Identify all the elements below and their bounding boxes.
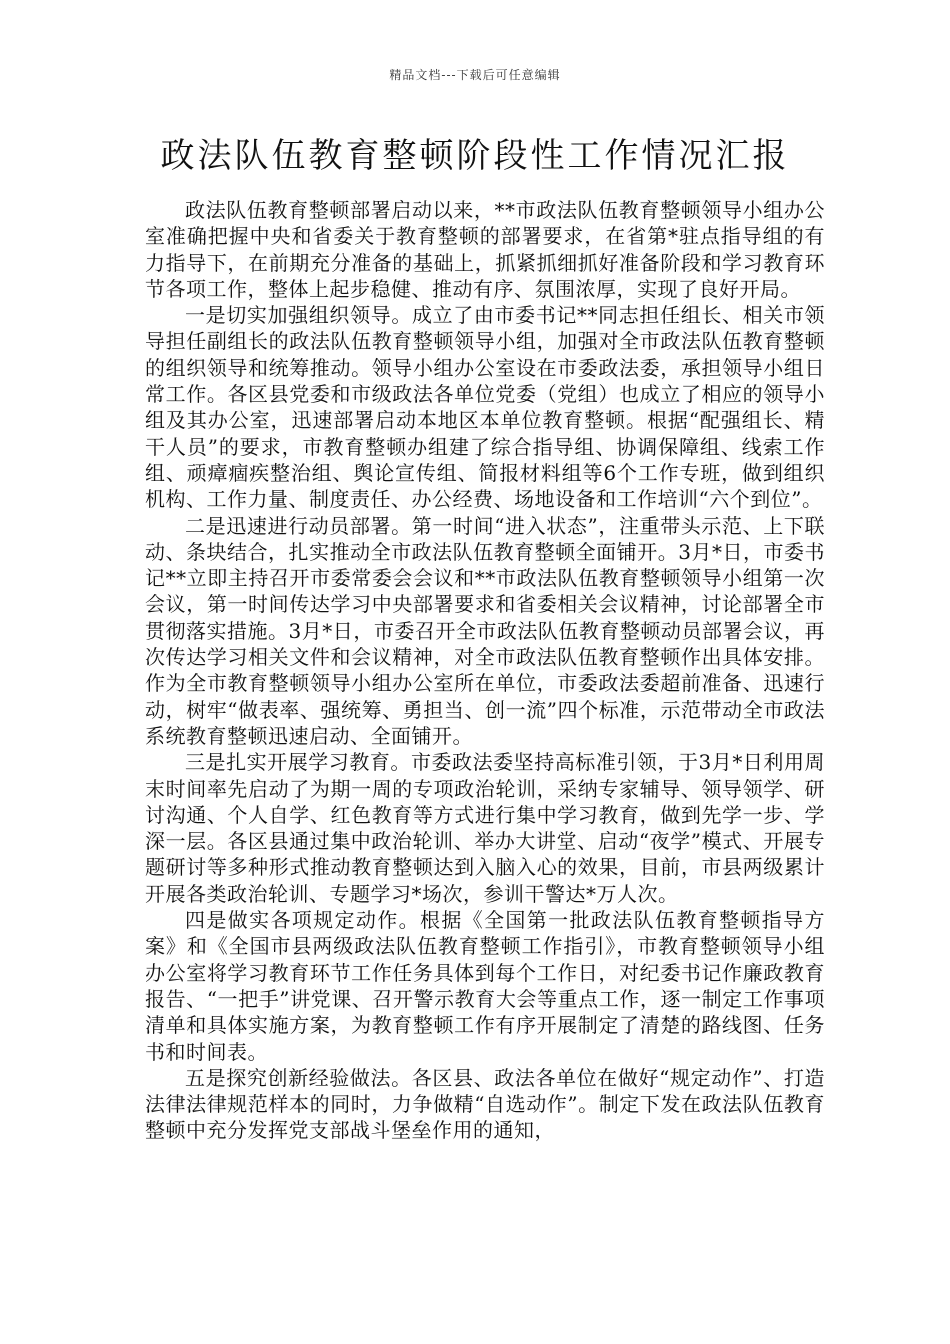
paragraph-intro: 政法队伍教育整顿部署启动以来，**市政法队伍教育整顿领导小组办公室准确把握中央和省委关于教育整顿的部署要求，在省第*驻点指导组的有力指导下，在前期充分准备的基础上，抓紧抓细抓好准备阶段和学习教育环节各项工作，整体上起步稳健、推动有序、氛围浓厚，实现了良好开局。 (145, 198, 825, 301)
paragraph-mobilization: 二是迅速进行动员部署。第一时间“进入状态”，注重带头示范、上下联动、条块结合，扎实推动全市政法队伍教育整顿全面铺开。3月*日，市委书记**立即主持召开市委常委会会议和**市政法队伍教育整顿领导小组第一次会议，第一时间传达学习中央部署要求和省委相关会议精神，讨论部署全市贯彻落实措施。3月*日，市委召开全市政法队伍教育整顿动员部署会议，再次传达学习相关文件和会议精神，对全市政法队伍教育整顿作出具体安排。作为全市教育整顿领导小组办公室所在单位，市委政法委超前准备、迅速行动，树牢“做表率、强统筹、勇担当、创一流”四个标准，示范带动全市政法系统教育整顿迅速启动、全面铺开。 (145, 513, 825, 748)
page-header: 精品文档---下载后可任意编辑 (389, 68, 561, 82)
document-body (145, 197, 825, 1144)
paragraph-required-actions: 四是做实各项规定动作。根据《全国第一批政法队伍教育整顿指导方案》和《全国市县两级政法队伍教育整顿工作指引》，市教育整顿领导小组办公室将学习教育环节工作任务具体到每个工作日，对纪委书记作廉政教育报告、“一把手”讲党课、召开警示教育大会等重点工作，逐一制定工作事项清单和具体实施方案，为教育整顿工作有序开展制定了清楚的路线图、任务书和时间表。 (145, 908, 825, 1064)
document-title: 政法队伍教育整顿阶段性工作情况汇报 (160, 136, 790, 176)
paragraph-innovation: 五是探究创新经验做法。各区县、政法各单位在做好“规定动作”、打造法律法律规范样本的同时，力争做精“自选动作”。制定下发在政法队伍教育整顿中充分发挥党支部战斗堡垒作用的通知， (145, 1065, 825, 1143)
paragraph-organization: 一是切实加强组织领导。成立了由市委书记**同志担任组长、相关市领导担任副组长的政法队伍教育整顿领导小组，加强对全市政法队伍教育整顿的组织领导和统筹推动。领导小组办公室设在市委政法委，承担领导小组日常工作。各区县党委和市级政法各单位党委（党组）也成立了相应的领导小组及其办公室，迅速部署启动本地区本单位教育整顿。根据“配强组长、精干人员”的要求，市教育整顿办组建了综合指导组、协调保障组、线索工作组、顽瘴痼疾整治组、舆论宣传组、简报材料组等6个工作专班，做到组织机构、工作力量、制度责任、办公经费、场地设备和工作培训“六个到位”。 (145, 303, 825, 512)
paragraph-study: 三是扎实开展学习教育。市委政法委坚持高标准引领，于3月*日利用周末时间率先启动了为期一周的专项政治轮训，采纳专家辅导、领导领学、研讨沟通、个人自学、红色教育等方式进行集中学习教育，做到先学一步、学深一层。各区县通过集中政治轮训、举办大讲堂、启动“夜学”模式、开展专题研讨等多种形式推动教育整顿达到入脑入心的效果，目前，市县两级累计开展各类政治轮训、专题学习*场次，参训干警达*万人次。 (145, 750, 825, 906)
